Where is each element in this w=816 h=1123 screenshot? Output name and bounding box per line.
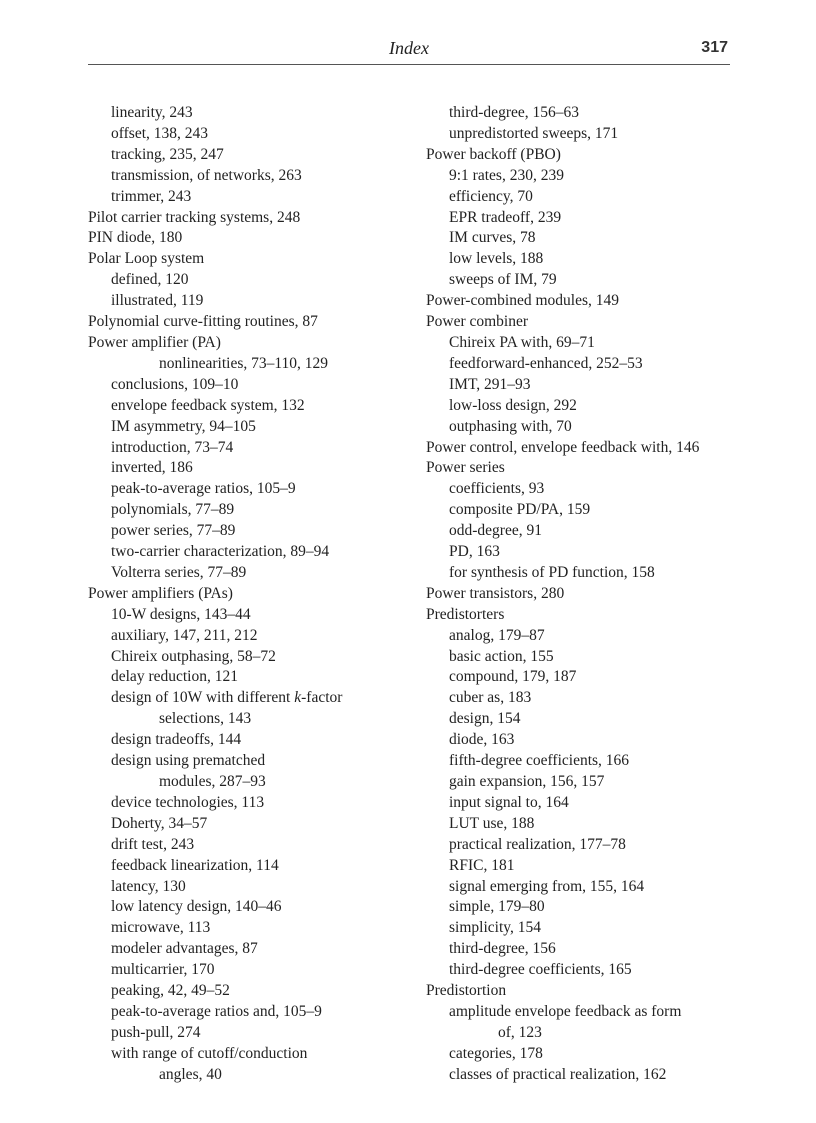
index-subentry — [88, 981, 418, 1002]
entry-text: offset, 138, 243 — [111, 124, 209, 142]
index-subentry — [88, 103, 418, 124]
index-entry-list-right — [426, 103, 756, 1086]
entry-text: nonlinearities, 73–110, 129 — [159, 354, 329, 372]
index-subentry — [426, 939, 756, 960]
index-entry — [426, 438, 756, 459]
entry-text: design of 10W with different — [111, 689, 295, 707]
index-subentry — [426, 793, 756, 814]
entry-text: Power-combined modules, 149 — [426, 292, 619, 310]
index-entry — [426, 584, 756, 605]
entry-text: peaking, 42, 49–52 — [111, 982, 230, 1000]
entry-text: Chireix outphasing, 58–72 — [111, 647, 276, 665]
index-subentry — [426, 730, 756, 751]
entry-text: push-pull, 274 — [111, 1023, 201, 1041]
entry-text: Power transistors, 280 — [426, 584, 565, 602]
entry-text: Polynomial curve-fitting routines, 87 — [88, 313, 318, 331]
index-subentry — [88, 1065, 418, 1086]
entry-text: amplitude envelope feedback as form — [449, 1002, 682, 1020]
index-subentry — [426, 626, 756, 647]
index-subentry — [426, 375, 756, 396]
index-subentry — [426, 354, 756, 375]
index-subentry — [426, 124, 756, 145]
index-subentry — [426, 542, 756, 563]
index-subentry — [426, 563, 756, 584]
entry-text: analog, 179–87 — [449, 626, 545, 644]
index-subentry — [88, 396, 418, 417]
index-subentry — [88, 1023, 418, 1044]
entry-text: of, 123 — [498, 1023, 542, 1041]
entry-text: Power combiner — [426, 313, 529, 331]
index-subentry — [88, 124, 418, 145]
entry-text: low levels, 188 — [449, 250, 544, 268]
entry-text: categories, 178 — [449, 1044, 543, 1062]
index-subentry — [426, 228, 756, 249]
index-subentry — [88, 166, 418, 187]
entry-text: angles, 40 — [159, 1065, 222, 1083]
entry-text: Predistortion — [426, 982, 507, 1000]
entry-text: cuber as, 183 — [449, 689, 532, 707]
entry-text: Polar Loop system — [88, 250, 205, 268]
entry-text: multicarrier, 170 — [111, 961, 215, 979]
entry-text: IM asymmetry, 94–105 — [111, 417, 256, 435]
index-subentry — [426, 688, 756, 709]
entry-text: PD, 163 — [449, 543, 500, 561]
entry-text: Power amplifiers (PAs) — [88, 584, 233, 602]
index-subentry — [426, 835, 756, 856]
entry-text: IMT, 291–93 — [449, 375, 531, 393]
index-subentry — [426, 897, 756, 918]
index-entry — [88, 208, 418, 229]
index-subentry — [426, 647, 756, 668]
entry-text: peak-to-average ratios and, 105–9 — [111, 1002, 322, 1020]
entry-text: odd-degree, 91 — [449, 522, 542, 540]
index-subentry — [426, 960, 756, 981]
entry-text: compound, 179, 187 — [449, 668, 577, 686]
index-entry — [426, 458, 756, 479]
index-subentry — [426, 1023, 756, 1044]
entry-text: device technologies, 113 — [111, 793, 265, 811]
entry-text: sweeps of IM, 79 — [449, 271, 557, 289]
index-subentry — [88, 918, 418, 939]
entry-text-suffix: -factor — [301, 689, 343, 707]
index-subentry — [88, 270, 418, 291]
index-entry — [426, 605, 756, 626]
index-subentry — [426, 417, 756, 438]
entry-text: with range of cutoff/conduction — [111, 1044, 308, 1062]
index-subentry — [426, 187, 756, 208]
entry-text: design, 154 — [449, 710, 521, 728]
entry-text: defined, 120 — [111, 271, 189, 289]
index-subentry — [426, 1044, 756, 1065]
entry-text: Doherty, 34–57 — [111, 814, 208, 832]
index-subentry — [88, 187, 418, 208]
index-subentry — [426, 918, 756, 939]
page-number: 317 — [701, 39, 728, 56]
index-entry — [88, 584, 418, 605]
entry-text: Power amplifier (PA) — [88, 333, 221, 351]
entry-text: for synthesis of PD function, 158 — [449, 563, 655, 581]
entry-text: IM curves, 78 — [449, 229, 536, 247]
index-entry — [88, 312, 418, 333]
index-subentry — [88, 500, 418, 521]
index-subentry — [426, 270, 756, 291]
entry-text: power series, 77–89 — [111, 522, 236, 540]
entry-text: trimmer, 243 — [111, 187, 192, 205]
entry-text: Predistorters — [426, 605, 505, 623]
entry-text: Power control, envelope feedback with, 146 — [426, 438, 700, 456]
entry-text: 10-W designs, 143–44 — [111, 605, 251, 623]
entry-text: drift test, 243 — [111, 835, 195, 853]
index-subentry — [88, 563, 418, 584]
entry-text: signal emerging from, 155, 164 — [449, 877, 645, 895]
entry-text: latency, 130 — [111, 877, 186, 895]
index-subentry — [88, 1044, 418, 1065]
index-subentry — [426, 521, 756, 542]
index-subentry — [88, 897, 418, 918]
entry-text: inverted, 186 — [111, 459, 193, 477]
index-subentry — [88, 479, 418, 500]
entry-text: delay reduction, 121 — [111, 668, 238, 686]
index-entry-list-left — [88, 103, 418, 1086]
entry-text: two-carrier characterization, 89–94 — [111, 543, 330, 561]
index-subentry — [88, 542, 418, 563]
entry-text: design tradeoffs, 144 — [111, 731, 242, 749]
entry-text: low latency design, 140–46 — [111, 898, 282, 916]
index-subentry — [88, 667, 418, 688]
entry-text: simple, 179–80 — [449, 898, 545, 916]
index-subentry — [88, 458, 418, 479]
entry-text: practical realization, 177–78 — [449, 835, 626, 853]
index-subentry — [426, 479, 756, 500]
entry-text: design using prematched — [111, 752, 266, 770]
entry-text: classes of practical realization, 162 — [449, 1065, 667, 1083]
entry-text: input signal to, 164 — [449, 793, 569, 811]
index-entry — [426, 291, 756, 312]
entry-text: Volterra series, 77–89 — [111, 563, 247, 581]
index-subentry — [426, 396, 756, 417]
index-entry — [88, 228, 418, 249]
index-column-right — [426, 103, 756, 1086]
entry-text: LUT use, 188 — [449, 814, 535, 832]
index-subentry — [426, 751, 756, 772]
entry-text: tracking, 235, 247 — [111, 145, 224, 163]
index-entry — [426, 145, 756, 166]
entry-text: modules, 287–93 — [159, 773, 266, 790]
entry-text: composite PD/PA, 159 — [449, 501, 591, 519]
index-subentry — [88, 626, 418, 647]
entry-text: RFIC, 181 — [449, 856, 515, 874]
index-subentry — [88, 417, 418, 438]
entry-text: Chireix PA with, 69–71 — [449, 333, 595, 351]
entry-text: Power backoff (PBO) — [426, 145, 561, 163]
entry-text: third-degree, 156–63 — [449, 104, 579, 121]
index-subentry — [88, 877, 418, 898]
entry-text: linearity, 243 — [111, 104, 193, 121]
entry-text: efficiency, 70 — [449, 187, 533, 205]
entry-text: diode, 163 — [449, 731, 515, 749]
index-subentry — [88, 145, 418, 166]
index-subentry — [88, 793, 418, 814]
entry-text: introduction, 73–74 — [111, 438, 234, 456]
index-subentry — [426, 166, 756, 187]
entry-text: EPR tradeoff, 239 — [449, 208, 562, 226]
index-subentry — [88, 814, 418, 835]
entry-italic-text: k — [294, 689, 302, 707]
index-subentry — [88, 1002, 418, 1023]
running-header — [88, 36, 730, 65]
index-subentry — [88, 605, 418, 626]
entry-text: transmission, of networks, 263 — [111, 166, 302, 184]
index-subentry — [426, 667, 756, 688]
index-subentry — [88, 647, 418, 668]
entry-text: simplicity, 154 — [449, 919, 541, 937]
entry-text: fifth-degree coefficients, 166 — [449, 752, 630, 770]
index-subentry — [426, 208, 756, 229]
index-subentry — [426, 500, 756, 521]
index-entry — [88, 249, 418, 270]
index-subentry — [88, 521, 418, 542]
entry-text: third-degree, 156 — [449, 940, 556, 958]
index-entry — [88, 333, 418, 354]
running-head-title: Index — [389, 38, 429, 58]
entry-text: feedforward-enhanced, 252–53 — [449, 354, 643, 372]
index-entry — [426, 981, 756, 1002]
index-subentry — [88, 772, 418, 793]
entry-text: polynomials, 77–89 — [111, 501, 235, 519]
entry-text: microwave, 113 — [111, 919, 211, 937]
index-subentry — [88, 751, 418, 772]
entry-text: 9:1 rates, 230, 239 — [449, 166, 564, 184]
index-subentry — [426, 856, 756, 877]
index-subentry — [426, 877, 756, 898]
entry-text: peak-to-average ratios, 105–9 — [111, 480, 296, 498]
entry-text: modeler advantages, 87 — [111, 940, 258, 958]
index-subentry — [88, 688, 418, 709]
entry-text: conclusions, 109–10 — [111, 375, 239, 393]
index-subentry — [426, 1065, 756, 1086]
index-subentry — [426, 772, 756, 793]
index-subentry — [426, 1002, 756, 1023]
index-subentry — [88, 438, 418, 459]
index-subentry — [88, 354, 418, 375]
entry-text: auxiliary, 147, 211, 212 — [111, 626, 258, 644]
index-subentry — [88, 856, 418, 877]
entry-text: envelope feedback system, 132 — [111, 396, 305, 414]
entry-text: illustrated, 119 — [111, 292, 204, 310]
index-entry — [426, 312, 756, 333]
entry-text: selections, 143 — [159, 710, 252, 728]
entry-text: gain expansion, 156, 157 — [449, 773, 605, 790]
index-subentry — [88, 730, 418, 751]
index-subentry — [426, 249, 756, 270]
index-subentry — [88, 375, 418, 396]
index-subentry — [88, 835, 418, 856]
index-subentry — [426, 814, 756, 835]
entry-text: outphasing with, 70 — [449, 417, 572, 435]
entry-text: PIN diode, 180 — [88, 229, 183, 247]
entry-text: basic action, 155 — [449, 647, 554, 665]
index-subentry — [426, 709, 756, 730]
index-subentry — [88, 960, 418, 981]
entry-text: unpredistorted sweeps, 171 — [449, 124, 619, 142]
index-subentry — [426, 333, 756, 354]
entry-text: Pilot carrier tracking systems, 248 — [88, 208, 301, 226]
entry-text: third-degree coefficients, 165 — [449, 961, 632, 979]
index-subentry — [88, 291, 418, 312]
index-subentry — [426, 103, 756, 124]
entry-text: Power series — [426, 459, 505, 477]
entry-text: coefficients, 93 — [449, 480, 545, 498]
index-column-left — [88, 103, 418, 1086]
index-subentry — [88, 709, 418, 730]
entry-text: feedback linearization, 114 — [111, 856, 279, 874]
index-subentry — [88, 939, 418, 960]
entry-text: low-loss design, 292 — [449, 396, 577, 414]
